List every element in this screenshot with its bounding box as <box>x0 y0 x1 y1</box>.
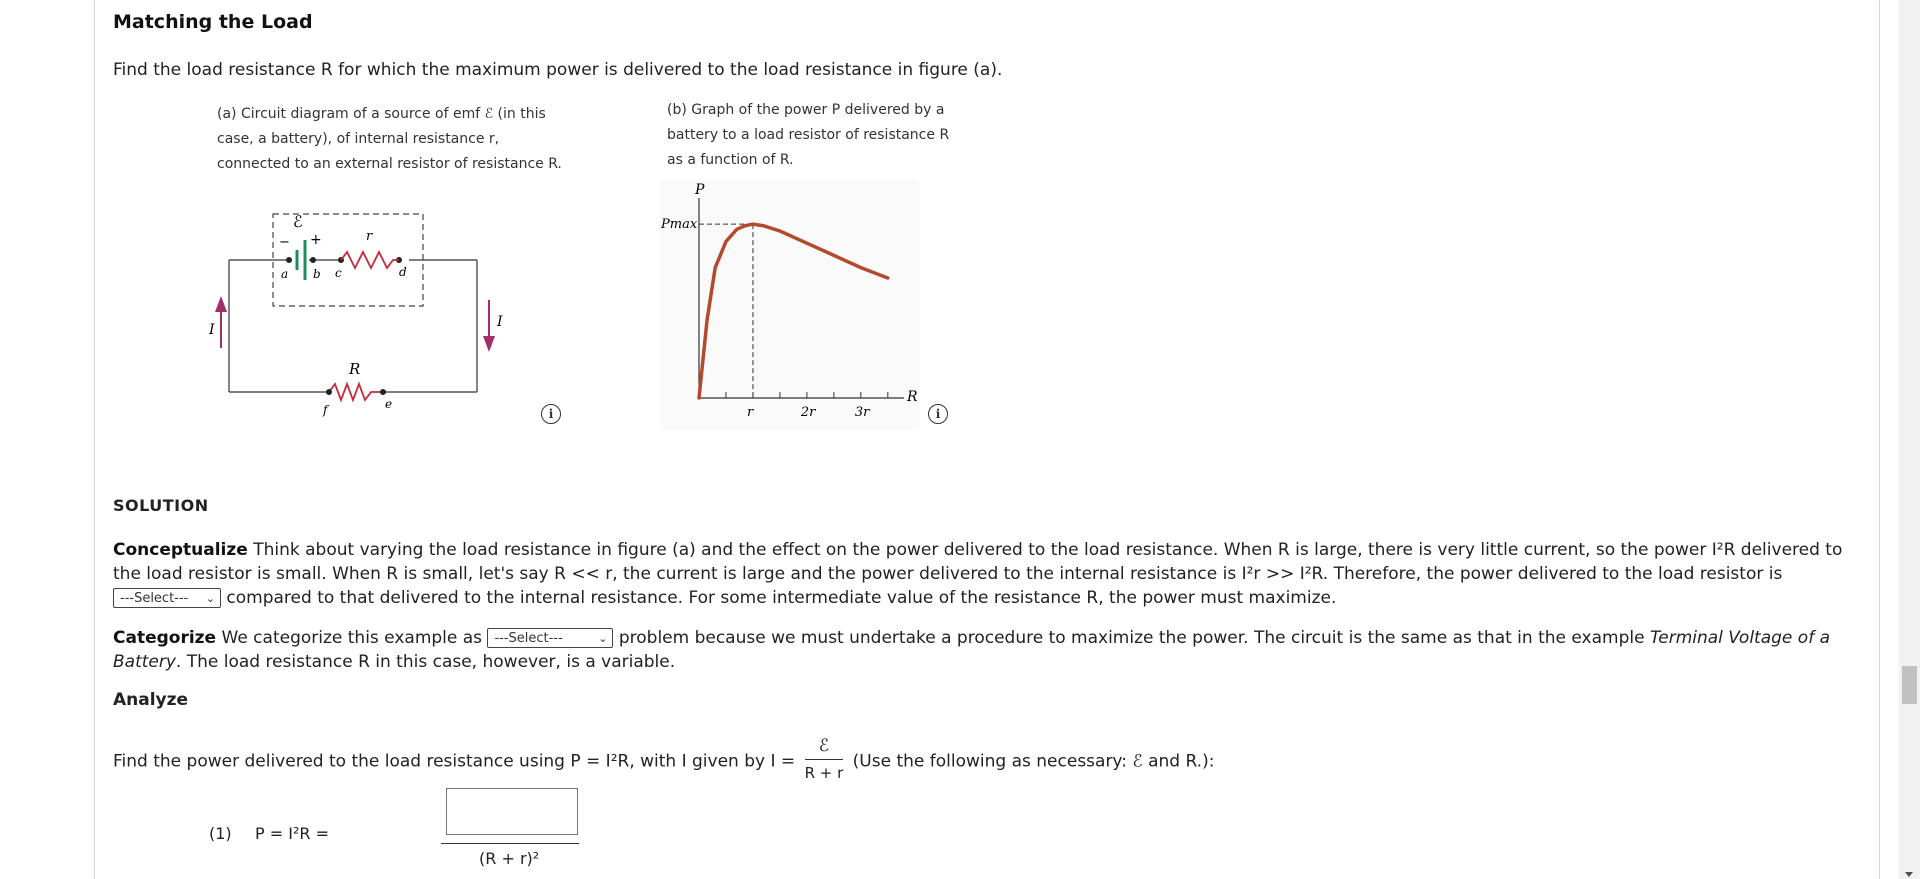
conceptualize-text-2: compared to that delivered to the internal resistance. For some intermediate value of the resistance R, the power must maximize. <box>226 588 1337 608</box>
select-value: ---Select--- <box>494 631 563 646</box>
categorize-text-1: We categorize this example as <box>221 628 483 648</box>
y-axis-label: P <box>695 182 705 198</box>
equation-number: (1) <box>209 824 232 843</box>
emf-label: ℰ <box>293 212 303 231</box>
circuit-diagram <box>209 200 509 420</box>
fraction-numerator: ℰ <box>805 734 844 760</box>
x-axis-label: R <box>907 389 918 405</box>
categorize-paragraph <box>113 626 1863 674</box>
power-numerator-input[interactable] <box>446 788 578 835</box>
analyze-paragraph <box>113 736 1863 787</box>
conceptualize-text-1: Think about varying the load resistance in figure (a) and the effect on the power delivered to the load resistance. When R is large, there is very little current, so the power I²R delivered to the load resistor is small. When R is small, let's say R << r, the current is large and the power delivered to the internal resistance is I²r >> I²R. Therefore, the power delivered to the load resistor is <box>113 540 1843 584</box>
conceptualize-paragraph <box>113 538 1863 610</box>
equation-lhs: P = I²R = <box>255 824 329 843</box>
power-graph <box>659 180 919 430</box>
node-b <box>310 257 316 263</box>
node-e <box>380 389 386 395</box>
c-label: c <box>335 266 342 280</box>
pmax-tick-label: Pmax <box>661 217 698 233</box>
page-title: Matching the Load <box>113 11 313 33</box>
current-arrow-left-head <box>215 296 227 312</box>
categorize-text-2: problem because we must undertake a procedure to maximize the power. The circuit is the same as that in the example <box>618 628 1645 648</box>
categorize-text-3: . The load resistance R in this case, however, is a variable. <box>175 652 676 672</box>
figure-a-caption: (a) Circuit diagram of a source of emf ℰ (in this case, a battery), of internal resistance r, connected to an external resistor of resistance R. <box>217 106 562 172</box>
chevron-down-icon: ⌄ <box>205 592 215 605</box>
chevron-down-icon: ⌄ <box>598 632 608 645</box>
analyze-heading: Analyze <box>113 690 189 710</box>
scroll-down-arrow-icon[interactable] <box>1905 872 1913 877</box>
current-right-label: I <box>497 314 503 330</box>
problem-page <box>94 0 1880 879</box>
figure-b-info-icon[interactable]: i <box>928 404 948 424</box>
figure-a-info-icon[interactable]: i <box>541 404 561 424</box>
e-label: e <box>385 397 393 411</box>
categorize-label: Categorize <box>113 628 217 648</box>
fraction-bar <box>441 843 579 844</box>
conceptualize-label: Conceptualize <box>113 540 248 560</box>
problem-statement: Find the load resistance R for which the maximum power is delivered to the load resistance in figure (a). <box>113 60 1003 80</box>
solution-heading: SOLUTION <box>113 496 209 515</box>
b-label: b <box>313 267 321 281</box>
current-fraction <box>805 734 844 785</box>
node-a <box>286 257 292 263</box>
x-tick-label: r <box>746 405 754 420</box>
current-left-label: I <box>209 322 215 338</box>
plus-label: + <box>310 232 322 248</box>
x-tick-label: 3r <box>854 405 870 420</box>
load-R-label: R <box>349 360 361 378</box>
a-label: a <box>281 267 289 281</box>
select-value: ---Select--- <box>120 591 189 606</box>
d-label: d <box>399 265 407 279</box>
example-title: Terminal Voltage of a Battery <box>113 628 1831 672</box>
current-arrow-right-head <box>483 336 495 352</box>
problem-type-select[interactable] <box>487 628 613 648</box>
node-f <box>326 389 332 395</box>
fraction-denominator: R + r <box>804 764 844 782</box>
figure-b-caption: (b) Graph of the power P delivered by a battery to a load resistor of resistance R as a function of R. <box>667 102 950 168</box>
f-label: f <box>323 403 328 417</box>
r-label: r <box>366 229 373 244</box>
equation-denominator: (R + r)² <box>479 849 540 868</box>
x-tick-label: 2r <box>800 405 816 420</box>
analyze-text-2: (Use the following as necessary: ℰ and R.): <box>852 751 1215 772</box>
load-resistor <box>329 384 383 400</box>
scrollbar-thumb[interactable] <box>1902 666 1917 704</box>
analyze-text-1: Find the power delivered to the load resistance using P = I²R, with I given by I = <box>113 751 796 772</box>
vertical-scrollbar[interactable] <box>1899 0 1920 879</box>
power-comparison-select[interactable] <box>113 588 221 608</box>
minus-label: − <box>279 235 290 250</box>
internal-resistor <box>341 252 399 268</box>
